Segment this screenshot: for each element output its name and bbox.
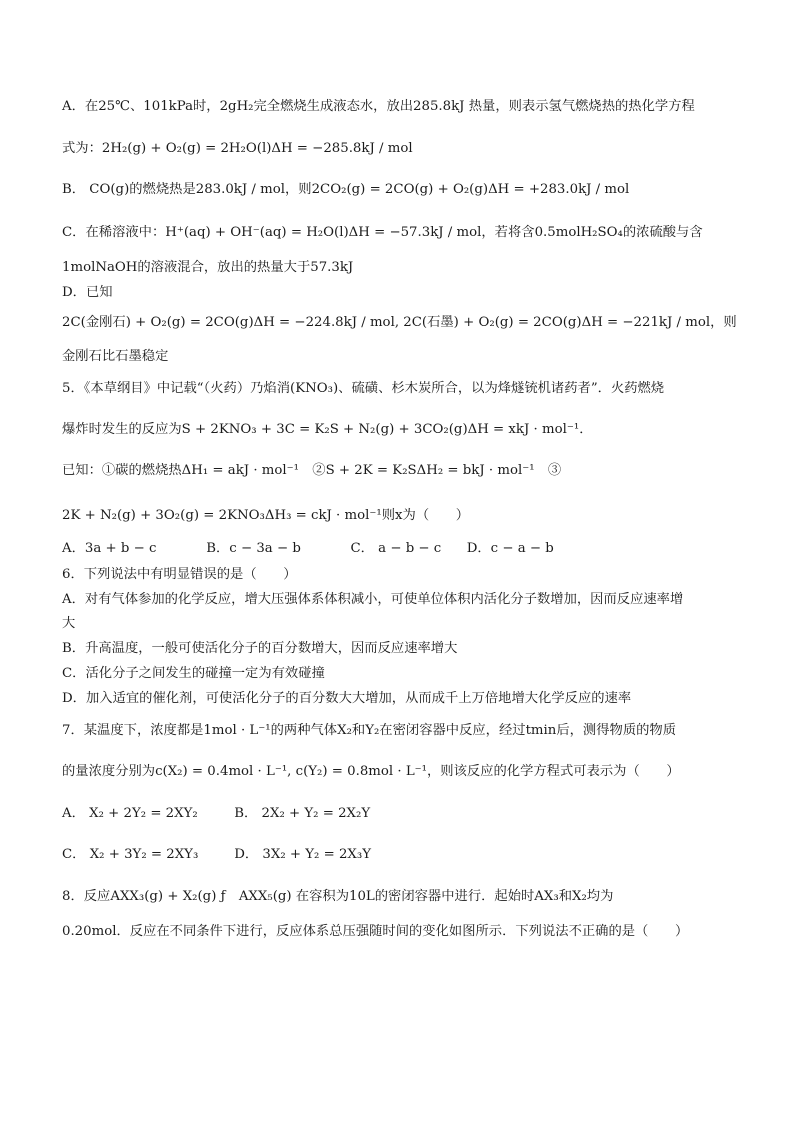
q5-option-c[interactable]: C． a − b − c <box>350 541 442 556</box>
question-7-options-row1 <box>62 805 370 823</box>
q7-option-c[interactable]: C． X₂ + 3Y₂ = 2XY₃ <box>62 847 199 862</box>
question-5-line2: 爆炸时发生的反应为S + 2KNO₃ + 3C = K₂S + N₂(g) + 3CO₂(g)ΔH = xkJ · mol⁻¹． <box>62 422 593 437</box>
option-c-line1: C．在稀溶液中：H⁺(aq) + OH⁻(aq) = H₂O(l)ΔH = −57.3kJ / mol，若将含0.5molH₂SO₄的浓硫酸与含 <box>62 225 703 240</box>
question-5-line4: 2K + N₂(g) + 3O₂(g) = 2KNO₃ΔH₃ = ckJ · mol⁻¹则x为（ ） <box>62 508 470 523</box>
option-d-line1: D．已知 <box>62 285 113 300</box>
q6-option-b[interactable]: B．升高温度，一般可使活化分子的百分数增大，因而反应速率增大 <box>62 641 458 656</box>
q7-option-b[interactable]: B． 2X₂ + Y₂ = 2X₂Y <box>234 806 371 821</box>
question-8-line1: 8．反应AXX₃(g) + X₂(g) ƒ AXX₅(g) 在容积为10L的密闭容器中进行．起始时AX₃和X₂均为 <box>62 889 614 904</box>
option-a-line2: 式为：2H₂(g) + O₂(g) = 2H₂O(l)ΔH = −285.8kJ / mol <box>62 141 413 156</box>
option-d-line2: 2C(金刚石) + O₂(g) = 2CO(g)ΔH = −224.8kJ / mol, 2C(石墨) + O₂(g) = 2CO(g)ΔH = −221kJ / mol，则 <box>62 315 737 330</box>
option-b-line1: B． CO(g)的燃烧热是283.0kJ / mol，则2CO₂(g) = 2CO(g) + O₂(g)ΔH = +283.0kJ / mol <box>62 182 630 197</box>
question-6-stem: 6．下列说法中有明显错误的是（ ） <box>62 567 297 582</box>
option-d-line3: 金刚石比石墨稳定 <box>62 349 169 364</box>
question-7-line1: 7．某温度下，浓度都是1mol · L⁻¹的两种气体X₂和Y₂在密闭容器中反应，经过tmin后，测得物质的物质 <box>62 723 677 738</box>
question-8-line2: 0.20mol．反应在不同条件下进行，反应体系总压强随时间的变化如图所示．下列说法不正确的是（ ） <box>62 924 689 939</box>
question-7-line2: 的量浓度分别为c(X₂) = 0.4mol · L⁻¹, c(Y₂) = 0.8mol · L⁻¹，则该反应的化学方程式可表示为（ ） <box>62 764 680 779</box>
q6-option-c[interactable]: C．活化分子之间发生的碰撞一定为有效碰撞 <box>62 666 325 681</box>
q7-option-d[interactable]: D． 3X₂ + Y₂ = 2X₃Y <box>234 847 372 862</box>
q6-option-a-line2: 大 <box>62 616 76 631</box>
q5-option-b[interactable]: B．c − 3a − b <box>206 541 301 556</box>
option-c-line2: 1molNaOH的溶液混合，放出的热量大于57.3kJ <box>62 260 354 275</box>
question-5-line1: 5．《本草纲目》中记载“（火药）乃焰消(KNO₃)、硫磺、杉木炭所合，以为烽燧铳机诸药者”．火药燃烧 <box>62 381 665 396</box>
q5-option-a[interactable]: A．3a + b − c <box>62 541 157 556</box>
q7-option-a[interactable]: A． X₂ + 2Y₂ = 2XY₂ <box>62 806 198 821</box>
question-5-options <box>62 540 554 558</box>
question-7-options-row2 <box>62 846 371 864</box>
q6-option-d[interactable]: D．加入适宜的催化剂，可使活化分子的百分数大大增加，从而成千上万倍地增大化学反应的速率 <box>62 691 632 706</box>
question-5-line3: 已知：①碳的燃烧热ΔH₁ = akJ · mol⁻¹ ②S + 2K = K₂SΔH₂ = bkJ · mol⁻¹ ③ <box>62 463 562 478</box>
option-a-line1: A．在25℃、101kPa时，2gH₂完全燃烧生成液态水，放出285.8kJ 热量，则表示氢气燃烧热的热化学方程 <box>62 99 695 114</box>
q6-option-a-line1[interactable]: A．对有气体参加的化学反应，增大压强体系体积减小，可使单位体积内活化分子数增加，因而反应速率增 <box>62 592 684 607</box>
q5-option-d[interactable]: D．c − a − b <box>466 541 554 556</box>
